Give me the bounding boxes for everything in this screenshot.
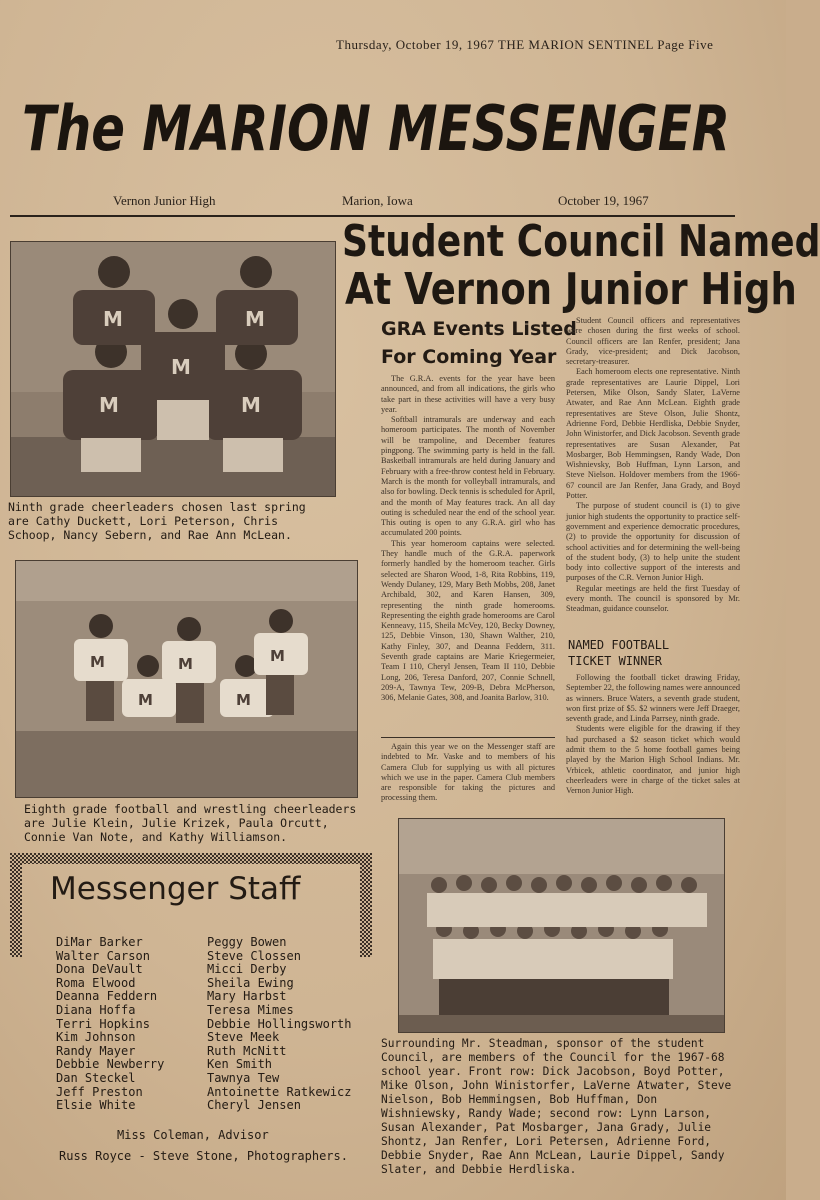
- headline-line-2: At Vernon Junior High: [345, 264, 797, 315]
- svg-text:M: M: [178, 655, 193, 673]
- gra-paragraph-2: Softball intramurals are underway and each homeroom participates. The month of November will be trampoline, and December features pingpong. The swimming party is held in the fall. Basketball intramurals are held during January and February with a free-throw contest held in February. March is the month for volleyball intramurals, and also for bowling. Deck tennis is scheduled for April, and the month of May features track. An all day outing is scheduled near the end of the school year. This outing is open to any G.R.A. girl who has accumulated 200 points.: [381, 415, 555, 538]
- city-name: Marion, Iowa: [342, 193, 413, 208]
- football-paragraph-1: Following the football ticket drawing Friday, September 22, the following names were announced as winners. Bruce Waters, a seventh grade student, won first prize of $5. $2 winners were Jeff Draeger, seventh grade, and Linda Parrsey, ninth grade.: [566, 673, 740, 724]
- council-paragraph-4: Regular meetings are held the first Tuesday of every month. The council is sponsored by Mr. Steadman, guidance counselor.: [566, 583, 740, 614]
- camera-club-note: Again this year we on the Messenger staff are indebted to Mr. Vaske and to members of his Camera Club for supplying us with all pictures which we use in the paper. Camera Club members are responsible for taking the pictures and processing them.: [381, 742, 555, 803]
- issue-date: October 19, 1967: [558, 193, 649, 208]
- staff-member: Dan Steckel: [56, 1070, 136, 1085]
- ninth-grade-cheerleaders-photo: [10, 241, 336, 497]
- staff-heading: Messenger Staff: [50, 871, 301, 907]
- council-article-body: [566, 316, 740, 615]
- staff-member: Tawnya Tew: [207, 1070, 280, 1085]
- staff-member: Antoinette Ratkewicz: [207, 1084, 352, 1099]
- svg-text:M: M: [90, 653, 105, 671]
- staff-member: Ruth McNitt: [207, 1043, 287, 1058]
- staff-member: Peggy Bowen: [207, 935, 287, 949]
- school-name: Vernon Junior High: [113, 193, 216, 208]
- council-paragraph-3: The purpose of student council is (1) to give junior high students the opportunity to practice self-government and experience democratic procedures, (2) to provide the opportunity for discussion of school activities and for determining the well-being of the student body, (3) to help unite the student body into collective support of the interests and purposes of the C.R. Vernon Junior High.: [566, 501, 740, 583]
- svg-text:M: M: [270, 647, 285, 665]
- council-photo-caption: Surrounding Mr. Steadman, sponsor of the student Council, are members of the Council for the 1967-68 school year. Front row: Dick Jacobson, Boyd Potter, Mike Olson, John Winistorfer, LaVerne Atwater, Steve Nielson, Bob Hemmingsen, Bob Huffman, Don Wishniewsky, Randy Wade; second row: Lynn Larson, Susan Alexander, Pat Mosbarger, Jana Grady, Julie Shontz, Jan Renfer, Lori Petersen, Adrienne Ford, Debbie Snyder, Rae Ann McLean, Laurie Dippel, Sandy Slater, and Debbie Herdliska.: [381, 1037, 732, 1176]
- staff-member: Kim Johnson: [56, 1030, 136, 1045]
- staff-member: Debbie Hollingsworth: [207, 1016, 352, 1031]
- council-paragraph-1: Student Council officers and representatives were chosen during the first weeks of school. Council officers are Ian Renfer, president; Jana Grady, vice-president; and Dick Jacobson, secretary-treasurer.: [566, 316, 740, 367]
- staff-member: Dona DeVault: [56, 962, 143, 977]
- football-paragraph-2: Students were eligible for the drawing if they had purchased a $2 season ticket which would admit them to the 5 home football games being played by the Marion High School Indians. Mr. Vrbicek, athletic coordinator, and junior high cheerleaders were in charge of the ticket sales at Vernon Junior High.: [566, 724, 740, 796]
- masthead-title: The MARION MESSENGER: [22, 92, 730, 165]
- staff-member: Mary Harbst: [207, 989, 287, 1004]
- svg-text:M: M: [245, 307, 265, 331]
- staff-advisor: Miss Coleman, Advisor: [117, 1128, 269, 1142]
- svg-text:M: M: [171, 355, 191, 379]
- gra-article-body: [381, 374, 555, 704]
- staff-member: Deanna Feddern: [56, 989, 158, 1004]
- svg-text:M: M: [99, 393, 119, 417]
- dateline: Thursday, October 19, 1967 THE MARION SENTINEL Page Five: [336, 37, 714, 52]
- gra-title-line-1: GRA Events Listed: [381, 318, 577, 340]
- staff-member: Ken Smith: [207, 1057, 273, 1072]
- staff-list-left: [56, 936, 164, 1113]
- gra-paragraph-1: The G.R.A. events for the year have been announced, and from all indications, the girls who take part in these activities will have a very busy year.: [381, 374, 555, 414]
- svg-text:M: M: [236, 691, 251, 709]
- staff-member: Sheila Ewing: [207, 975, 294, 990]
- staff-member: Cheryl Jensen: [207, 1098, 301, 1113]
- svg-text:M: M: [241, 393, 261, 417]
- student-council-photo: [398, 818, 725, 1033]
- gra-title-line-2: For Coming Year: [381, 346, 557, 368]
- council-paragraph-2: Each homeroom elects one representative. Ninth grade representatives are Laurie Dippel, Lori Petersen, Mike Olson, Sandy Slater, LaVerne Atwater, and Rae Ann McLean. Eighth grade representatives are Steve Olson, Julie Shontz, Adrienne Ford, Debbie Herdliska, Debbie Snyder, John Winistorfer, and Dick Jacobson. Seventh grade representatives are Susan Alexander, Pat Mosbarger, Bob Hemmingsen, Randy Wade, Don Wishnievsky, Bob Huffman, Lynn Larson, and Steve Nielson. Holdover members from the 1966-67 council are Jan Renfer, Jana Grady, and Boyd Potter.: [566, 367, 740, 501]
- ninth-grade-caption: Ninth grade cheerleaders chosen last spring are Cathy Duckett, Lori Peterson, Chris Schoop, Nancy Sebern, and Rae Ann McLean.: [8, 500, 306, 542]
- staff-member: Diana Hoffa: [56, 1002, 136, 1017]
- staff-member: Elsie White: [56, 1098, 136, 1113]
- staff-member: Walter Carson: [56, 948, 150, 963]
- staff-member: Micci Derby: [207, 962, 287, 977]
- football-article-body: [566, 673, 740, 797]
- svg-text:M: M: [103, 307, 123, 331]
- football-title-line-1: NAMED FOOTBALL: [568, 638, 670, 652]
- headline-line-1: Student Council Named: [342, 216, 820, 267]
- masthead: [22, 88, 742, 168]
- staff-member: Teresa Mimes: [207, 1002, 294, 1017]
- staff-list-right: [207, 936, 352, 1113]
- staff-member: Roma Elwood: [56, 975, 136, 990]
- staff-photographers: Russ Royce - Steve Stone, Photographers.: [59, 1149, 348, 1163]
- gra-divider: [381, 737, 555, 738]
- staff-member: Randy Mayer: [56, 1043, 136, 1058]
- eighth-grade-cheerleaders-photo: [15, 560, 358, 798]
- staff-member: Steve Meek: [207, 1030, 280, 1045]
- staff-member: Debbie Newberry: [56, 1057, 165, 1072]
- staff-member: Jeff Preston: [56, 1084, 143, 1099]
- eighth-grade-caption: Eighth grade football and wrestling cheerleaders are Julie Klein, Julie Krizek, Paula Orcutt, Connie Van Note, and Kathy Williamson.: [24, 802, 357, 844]
- football-title-line-2: TICKET WINNER: [568, 654, 662, 668]
- staff-member: Terri Hopkins: [56, 1016, 150, 1031]
- svg-text:M: M: [138, 691, 153, 709]
- gra-paragraph-3: This year homeroom captains were selected. They handle much of the G.R.A. paperwork formerly handled by the homeroom teacher. Girls selected are Sharon Wood, 1-8, Rita Robbins, 119, Wendy Dulaney, 129, Mary Beth Mobbs, 208, Janet Archibald, 302, and Karen Hansen, 309, representing the ninth grade homerooms. Representing the eighth grade homerooms are Carol Kenneavy, 115, Sheila McVey, 120, Becky Downey, 125, Debbie Vinson, 130, Shawn Walther, 210, Kathy Finley, 307, and Deanna Feddern, 311. Seventh grade captains are Marie Kriegermeier, Team I 110, Cheryl Jensen, Team II 110, Debbie Long, 206, Teresa Danford, 207, Connie Schnell, 209-A, Tawnya Tew, 209-B, Debra McPherson, 306, Melanie Gates, 308, and Joanita Barlow, 310.: [381, 538, 555, 703]
- staff-member: Steve Clossen: [207, 948, 301, 963]
- staff-member: DiMar Barker: [56, 935, 143, 949]
